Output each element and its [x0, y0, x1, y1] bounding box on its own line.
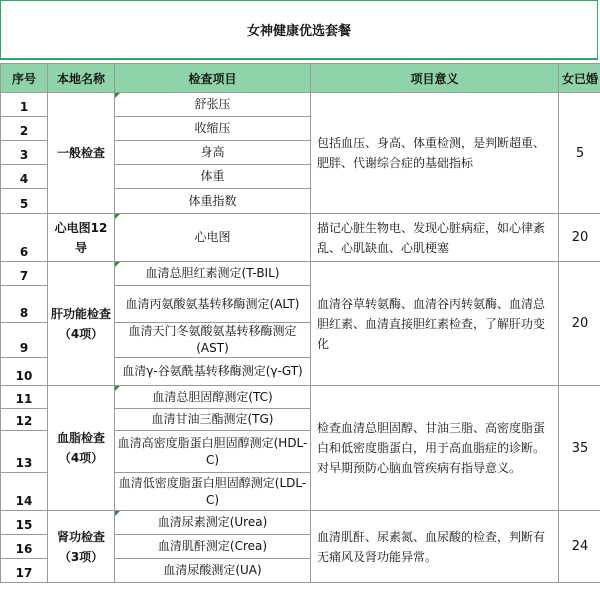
- row-number: 6: [1, 214, 48, 262]
- category-ecg: 心电图12导: [48, 214, 115, 262]
- item-cell: 血清丙氨酸氨基转移酶测定(ALT): [115, 286, 311, 323]
- category-general: 一般检查: [48, 93, 115, 214]
- row-number: 13: [1, 431, 48, 473]
- header-female-married: 女已婚: [559, 64, 600, 93]
- item-cell: 体重: [115, 165, 311, 189]
- category-liver: 肝功能检查（4项）: [48, 262, 115, 386]
- table-row: [1, 511, 600, 535]
- row-number: 3: [1, 141, 48, 165]
- meaning-liver: 血清谷草转氨酶、血清谷丙转氨酶、血清总胆红素、血清直接胆红素检查，了解肝功变化: [311, 262, 559, 386]
- row-number: 8: [1, 286, 48, 323]
- meaning-general: 包括血压、身高、体重检测，是判断超重、肥胖、代谢综合症的基础指标: [311, 93, 559, 214]
- item-cell: 血清总胆红素测定(T-BIL): [115, 262, 311, 286]
- item-cell: 血清尿素测定(Urea): [115, 511, 311, 535]
- value-kidney: 24: [559, 511, 600, 583]
- item-cell: 身高: [115, 141, 311, 165]
- table-row: [1, 262, 600, 286]
- table-row: [1, 214, 600, 262]
- package-table: [0, 63, 600, 583]
- row-number: 11: [1, 386, 48, 409]
- meaning-ecg: 描记心脏生物电、发现心脏病症，如心律紊乱、心肌缺血、心肌梗塞: [311, 214, 559, 262]
- item-cell: 收缩压: [115, 117, 311, 141]
- row-number: 7: [1, 262, 48, 286]
- header-row: [1, 64, 600, 93]
- meaning-lipids: 检查血清总胆固醇、甘油三脂、高密度脂蛋白和低密度脂蛋白，用于高血脂症的诊断。对早期预防心脑血管疾病有指导意义。: [311, 386, 559, 511]
- item-cell: 血清尿酸测定(UA): [115, 559, 311, 583]
- table-row: [1, 386, 600, 409]
- item-cell: 血清甘油三酯测定(TG): [115, 409, 311, 431]
- item-cell: 血清总胆固醇测定(TC): [115, 386, 311, 409]
- row-number: 2: [1, 117, 48, 141]
- item-cell: 血清高密度脂蛋白胆固醇测定(HDL-C): [115, 431, 311, 473]
- page-title: 女神健康优选套餐: [0, 0, 598, 60]
- value-ecg: 20: [559, 214, 600, 262]
- item-cell: 心电图: [115, 214, 311, 262]
- item-cell: 血清γ-谷氨酰基转移酶测定(γ-GT): [115, 358, 311, 386]
- row-number: 15: [1, 511, 48, 535]
- category-lipids: 血脂检查（4项）: [48, 386, 115, 511]
- row-number: 5: [1, 189, 48, 214]
- item-cell: 舒张压: [115, 93, 311, 117]
- item-cell: 血清肌酐测定(Crea): [115, 535, 311, 559]
- header-seq: 序号: [1, 64, 48, 93]
- value-lipids: 35: [559, 386, 600, 511]
- value-general: 5: [559, 93, 600, 214]
- item-cell: 血清天门冬氨酸氨基转移酶测定(AST): [115, 323, 311, 358]
- category-kidney: 肾功检查（3项）: [48, 511, 115, 583]
- table-row: [1, 93, 600, 117]
- row-number: 9: [1, 323, 48, 358]
- item-cell: 血清低密度脂蛋白胆固醇测定(LDL-C): [115, 473, 311, 511]
- row-number: 10: [1, 358, 48, 386]
- header-item: 检查项目: [115, 64, 311, 93]
- meaning-kidney: 血清肌酐、尿素氮、血尿酸的检查，判断有无痛风及肾功能异常。: [311, 511, 559, 583]
- row-number: 16: [1, 535, 48, 559]
- row-number: 4: [1, 165, 48, 189]
- item-cell: 体重指数: [115, 189, 311, 214]
- header-local-name: 本地名称: [48, 64, 115, 93]
- row-number: 14: [1, 473, 48, 511]
- row-number: 1: [1, 93, 48, 117]
- row-number: 12: [1, 409, 48, 431]
- row-number: 17: [1, 559, 48, 583]
- header-meaning: 项目意义: [311, 64, 559, 93]
- value-liver: 20: [559, 262, 600, 386]
